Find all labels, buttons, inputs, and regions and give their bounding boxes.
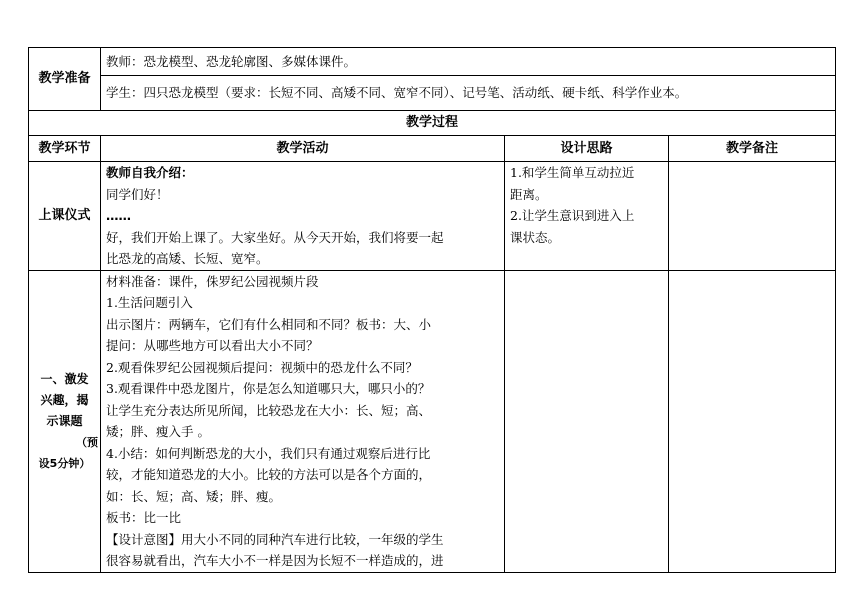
activity-line: 较，才能知道恐龙的大小。比较的方法可以是各个方面的， — [106, 467, 432, 482]
design-line: 2.让学生意识到进入上 — [510, 208, 635, 223]
activity-line: 3.观看课件中恐龙图片，你是怎么知道哪只大，哪只小的？ — [106, 381, 431, 396]
prep-label: 教学准备 — [29, 48, 101, 111]
activity-line: 同学们好！ — [106, 186, 169, 202]
design-line: 1.和学生简单互动拉近 — [510, 165, 635, 180]
activity-line: 板书：比一比 — [106, 510, 182, 525]
stage-line: 兴趣，揭 — [40, 392, 89, 407]
activity-line: 提问：从哪些地方可以看出大小不同？ — [106, 338, 319, 353]
header-stage: 教学环节 — [29, 136, 101, 162]
lesson-plan-page — [28, 47, 835, 573]
header-design: 设计思路 — [505, 136, 669, 162]
header-activity: 教学活动 — [101, 136, 505, 162]
activity-line: 2.观看侏罗纪公园视频后提问：视频中的恐龙什么不同？ — [106, 359, 418, 375]
lesson-plan-table — [28, 47, 836, 573]
activity-ceremony — [101, 162, 505, 271]
activity-line: 出示图片：两辆车，它们有什么相同和不同？板书：大、小 — [106, 316, 432, 332]
activity-line: 4.小结：如何判断恐龙的大小，我们只有通过观察后进行比 — [106, 445, 431, 461]
process-title: 教学过程 — [29, 111, 836, 136]
prep-student: 学生：四只恐龙模型（要求：长短不同、高矮不同、宽窄不同）、记号笔、活动纸、硬卡纸、科学作业本。 — [101, 76, 836, 111]
prep-row-teacher — [29, 48, 836, 76]
column-header-row — [29, 136, 836, 162]
activity-line: 让学生充分表达所见所闻，比较恐龙在大小：长、短；高、 — [106, 402, 432, 418]
design-line: 距离。 — [510, 186, 548, 202]
notes-intro — [669, 270, 836, 572]
design-intro — [505, 270, 669, 572]
activity-intro — [101, 270, 505, 572]
notes-ceremony — [669, 162, 836, 271]
activity-line: 如：长、短；高、矮；胖、瘦。 — [106, 488, 282, 504]
stage-line: 示课题 — [46, 413, 83, 428]
activity-line: 比恐龙的高矮、长短、宽窄。 — [106, 251, 269, 266]
activity-line: 矮；胖、瘦入手 。 — [106, 424, 210, 439]
row-ceremony — [29, 162, 836, 271]
stage-sub: 设5分钟） — [38, 456, 91, 470]
prep-teacher: 教师：恐龙模型、恐龙轮廓图、多媒体课件。 — [101, 48, 836, 76]
activity-line: 教师自我介绍： — [106, 165, 194, 180]
activity-line: 很容易就看出，汽车大小不一样是因为长短不一样造成的，进 — [106, 553, 444, 568]
activity-line: 1.生活问题引入 — [106, 295, 193, 310]
activity-line: 【设计意图】用大小不同的同种汽车进行比较，一年级的学生 — [106, 531, 444, 547]
stage-intro — [29, 270, 101, 572]
stage-ceremony: 上课仪式 — [29, 162, 101, 271]
prep-row-student — [29, 76, 836, 111]
stage-sub: （预 — [76, 435, 98, 449]
activity-line: …… — [106, 208, 131, 223]
activity-line: 好，我们开始上课了。大家坐好。从今天开始，我们将要一起 — [106, 229, 444, 245]
process-title-row — [29, 111, 836, 136]
stage-line: 一、激发 — [40, 371, 89, 386]
activity-line: 材料准备：课件，侏罗纪公园视频片段 — [106, 273, 319, 289]
design-line: 课状态。 — [510, 229, 561, 245]
header-notes: 教学备注 — [669, 136, 836, 162]
row-intro — [29, 270, 836, 572]
design-ceremony — [505, 162, 669, 271]
